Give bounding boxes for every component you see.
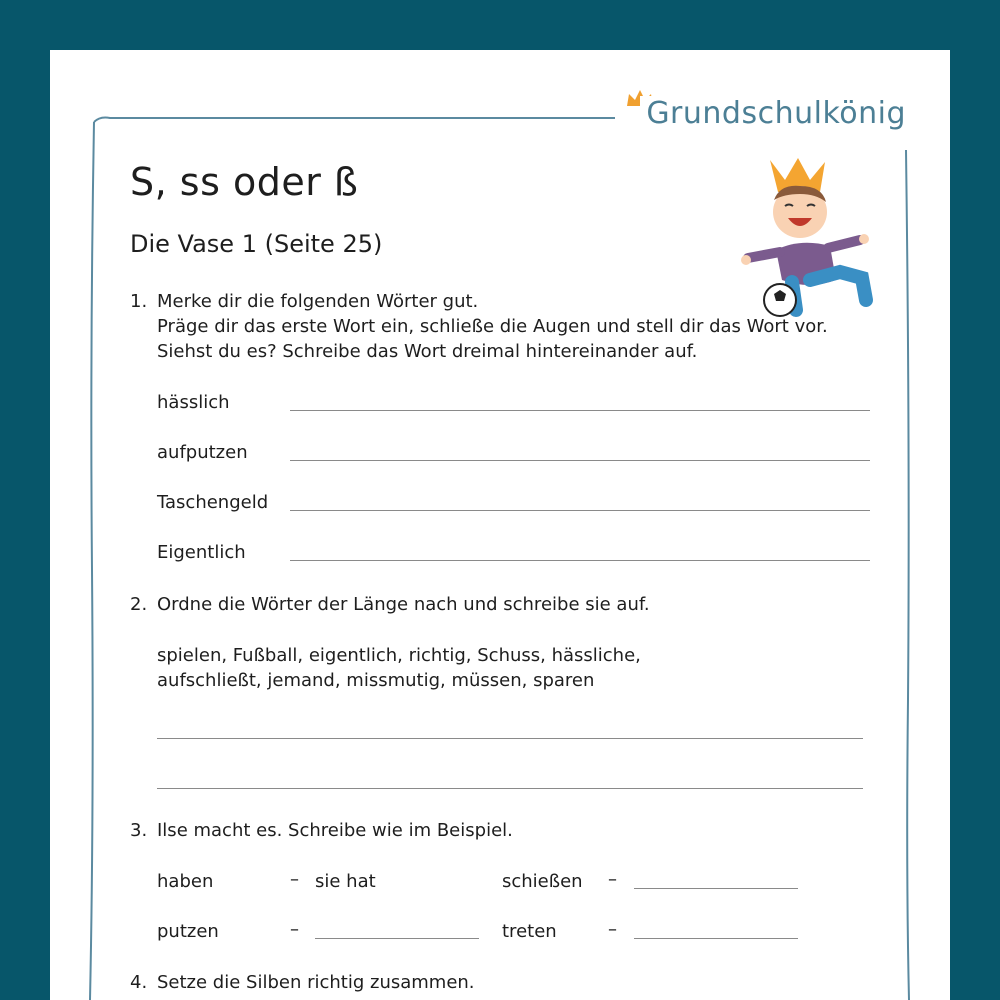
task1-instruction-line: Merke dir die folgenden Wörter gut. bbox=[157, 291, 479, 312]
task3-verb: haben bbox=[157, 871, 214, 892]
task3-verb: treten bbox=[502, 921, 557, 942]
task3-verb: putzen bbox=[157, 921, 219, 942]
task1-instruction-line: Präge dir das erste Wort ein, schließe die Augen und stell dir das Wort vor. bbox=[157, 316, 828, 337]
task4-instruction: Setze die Silben richtig zusammen. bbox=[157, 972, 475, 993]
worksheet-subtitle: Die Vase 1 (Seite 25) bbox=[130, 230, 383, 258]
task3-answer-line[interactable] bbox=[634, 938, 798, 939]
task3-dash: – bbox=[608, 919, 617, 940]
task3-answer-line[interactable] bbox=[634, 888, 798, 889]
task3-verb: schießen bbox=[502, 871, 583, 892]
worksheet-title: S, ss oder ß bbox=[130, 160, 359, 204]
task4-number: 4. bbox=[130, 972, 148, 993]
task2-number: 2. bbox=[130, 594, 148, 615]
task1-instruction-line: Siehst du es? Schreibe das Wort dreimal hintereinander auf. bbox=[157, 341, 698, 362]
task1-number: 1. bbox=[130, 291, 148, 312]
task3-dash: – bbox=[608, 869, 617, 890]
task2-instruction: Ordne die Wörter der Länge nach und schreibe sie auf. bbox=[157, 594, 650, 615]
worksheet-page bbox=[50, 50, 950, 1000]
task2-word-list: aufschließt, jemand, missmutig, müssen, sparen bbox=[157, 670, 595, 691]
task3-number: 3. bbox=[130, 820, 148, 841]
task3-example-answer: sie hat bbox=[315, 871, 376, 892]
task1-word-label: aufputzen bbox=[157, 442, 248, 463]
task2-word-list: spielen, Fußball, eigentlich, richtig, Schuss, hässliche, bbox=[157, 645, 641, 666]
task1-word-label: Taschengeld bbox=[157, 492, 269, 513]
task1-word-label: Eigentlich bbox=[157, 542, 246, 563]
brand-logo-text: Grundschulkönig bbox=[640, 96, 912, 131]
task1-answer-line[interactable] bbox=[290, 410, 870, 411]
task2-answer-line[interactable] bbox=[157, 788, 863, 789]
task1-answer-line[interactable] bbox=[290, 560, 870, 561]
task1-answer-line[interactable] bbox=[290, 510, 870, 511]
task3-dash: – bbox=[290, 869, 299, 890]
task3-dash: – bbox=[290, 919, 299, 940]
task1-word-label: hässlich bbox=[157, 392, 230, 413]
task1-answer-line[interactable] bbox=[290, 460, 870, 461]
task3-instruction: Ilse macht es. Schreibe wie im Beispiel. bbox=[157, 820, 513, 841]
task3-answer-line[interactable] bbox=[315, 938, 479, 939]
soccer-kid-illustration bbox=[740, 150, 930, 320]
task2-answer-line[interactable] bbox=[157, 738, 863, 739]
